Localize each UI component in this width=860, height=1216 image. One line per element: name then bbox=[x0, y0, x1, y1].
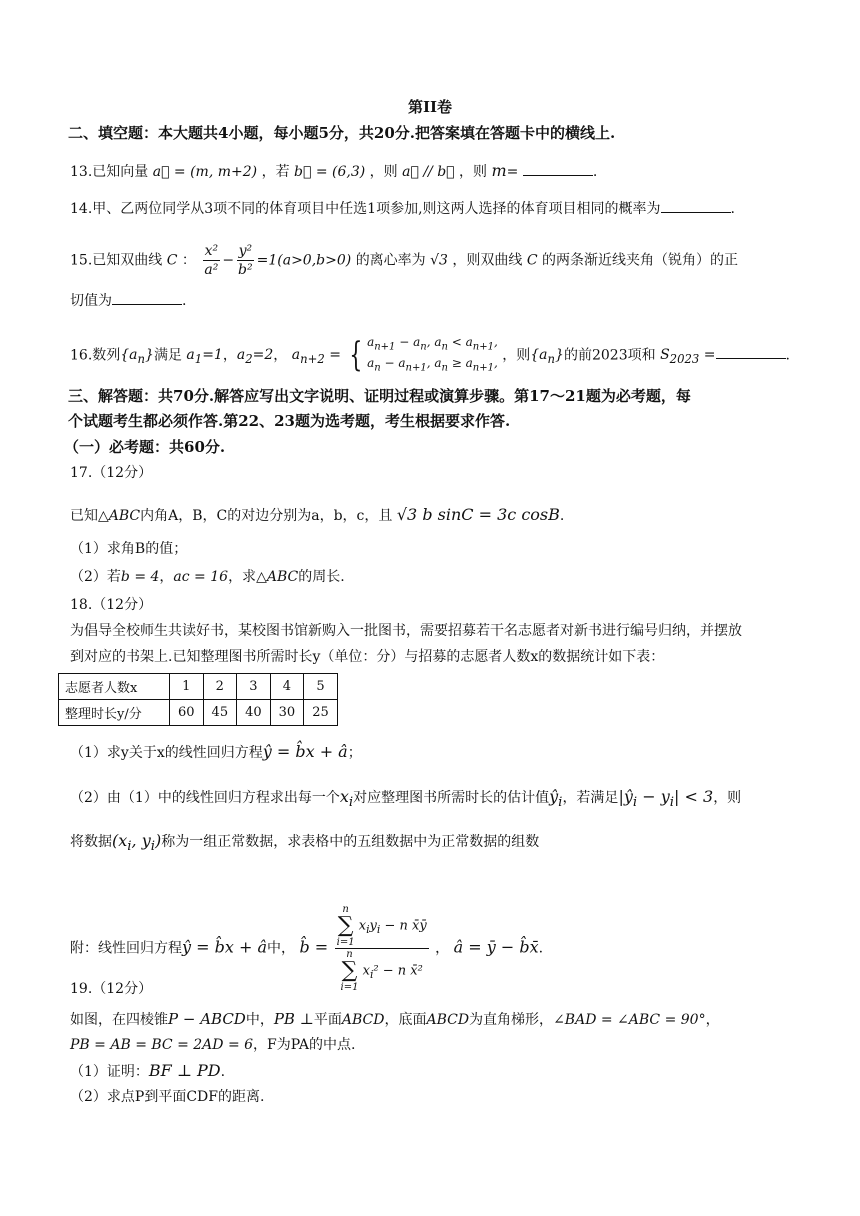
table-header-cell: 志愿者人数x bbox=[59, 674, 170, 700]
question-18-part2: （2）由（1）中的线性回归方程求出每一个$x_i$对应整理图书所需时长的估计值$ŷ_i$，若满足$|ŷ_i - y_i| < 3$，则 bbox=[70, 787, 742, 811]
question-18-part2-cont: 将数据($x_i$, $y_i$)称为一组正常数据，求表格中的五组数据中为正常数据的组数 bbox=[70, 831, 540, 855]
question-18-line2: 到对应的书架上.已知整理图书所需时长y（单位：分）与招募的志愿者人数x的数据统计如下表： bbox=[70, 649, 665, 665]
question-19-line1: 如图，在四棱锥P − ABCD中，PB ⊥平面ABCD，底面ABCD为直角梯形，∠BAD = ∠ABC = 90°， bbox=[70, 1010, 720, 1028]
question-13: 13.已知向量 a⃗ = (m, m+2) ，若 b⃗ = (6,3) ，则 a⃗ // b⃗ ，则 m= . bbox=[70, 161, 598, 180]
question-18-head: 18.（12分） bbox=[70, 597, 153, 613]
answer-blank-13[interactable] bbox=[523, 161, 593, 176]
question-18-part1: （1）求y关于x的线性回归方程ŷ = b̂x + â； bbox=[70, 742, 362, 761]
data-table bbox=[58, 673, 338, 726]
section3-subtitle: （一）必考题：共60分. bbox=[64, 438, 226, 456]
question-17-part1: （1）求角B的值； bbox=[70, 541, 188, 557]
table-row bbox=[59, 700, 338, 726]
question-17-intro: 已知△ABC内角A，B，C的对边分别为a，b，c，且 √3 b sinC = 3c cosB. bbox=[70, 505, 565, 524]
table-cell: 3 bbox=[237, 674, 271, 700]
question-19-part2: （2）求点P到平面CDF的距离. bbox=[70, 1089, 265, 1105]
question-19-part1: （1）证明：BF ⊥ PD. bbox=[70, 1061, 226, 1080]
question-19-head: 19.（12分） bbox=[70, 981, 153, 997]
table-cell: 25 bbox=[304, 700, 338, 726]
question-15: 15.已知双曲线 C ： $\frac{\text{x²}}{\text{a²}}$ − $\frac{\text{y²}}{\text{b²}}$ =1(a>0,b>0) 的离心率为 √3 ，则双曲线 C 的两条渐近线夹角（锐角）的正 bbox=[70, 243, 739, 278]
table-header-cell: 整理时长y/分 bbox=[59, 700, 170, 726]
table-cell: 45 bbox=[203, 700, 237, 726]
section3-title-line2: 个试题考生都必须作答.第22、23题为选考题，考生根据要求作答. bbox=[68, 412, 511, 430]
table-cell: 4 bbox=[270, 674, 304, 700]
question-15-cont: 切值为 . bbox=[70, 290, 794, 312]
question-18-line1: 为倡导全校师生共读好书，某校图书馆新购入一批图书，需要招募若干名志愿者对新书进行编号归纳，并摆放 bbox=[70, 623, 742, 639]
table-cell: 40 bbox=[237, 700, 271, 726]
question-18-note: 附：线性回归方程ŷ = b̂x + â中， b̂ = n ∑ i=1 $x_iy_i - n$ x̄ȳ n ∑ i=1 $x_i^2 - n$ x̄² ， â = ȳ − b̂x̄. bbox=[70, 904, 544, 993]
answer-blank-16[interactable] bbox=[716, 344, 786, 359]
question-16: 16.数列$\{a_n\}$满足 $a_1=1$，$a_2=2$， $a_{n+2}$ = { $a_{n+1} - a_n$, $a_n < a_{n+1}$, $a_n - a_{n+1}$, $a_n \ge a_{n+1}$, ，则$\{a_n\}$的前2023项和 $S_{2023}$ = . bbox=[70, 335, 790, 376]
answer-blank-14[interactable] bbox=[661, 198, 731, 213]
table-cell: 1 bbox=[170, 674, 204, 700]
question-19-line2: PB = AB = BC = 2AD = 6，F为PA的中点. bbox=[70, 1037, 356, 1053]
volume-title: 第II卷 bbox=[407, 98, 453, 116]
answer-blank-15[interactable] bbox=[112, 290, 182, 305]
table-cell: 60 bbox=[170, 700, 204, 726]
table-cell: 5 bbox=[304, 674, 338, 700]
question-14: 14.甲、乙两位同学从3项不同的体育项目中任选1项参加,则这两人选择的体育项目相同的概率为 . bbox=[70, 198, 794, 220]
question-17-part2: （2）若b = 4，ac = 16，求△ABC的周长. bbox=[70, 569, 345, 585]
question-17-head: 17.（12分） bbox=[70, 465, 153, 481]
section3-title-line1: 三、解答题：共70分.解答应写出文字说明、证明过程或演算步骤。第17～21题为必考题，每 bbox=[68, 387, 691, 405]
table-cell: 30 bbox=[270, 700, 304, 726]
table-cell: 2 bbox=[203, 674, 237, 700]
section2-title: 二、填空题：本大题共4小题，每小题5分，共20分.把答案填在答题卡中的横线上. bbox=[68, 124, 616, 142]
table-row bbox=[59, 674, 338, 700]
